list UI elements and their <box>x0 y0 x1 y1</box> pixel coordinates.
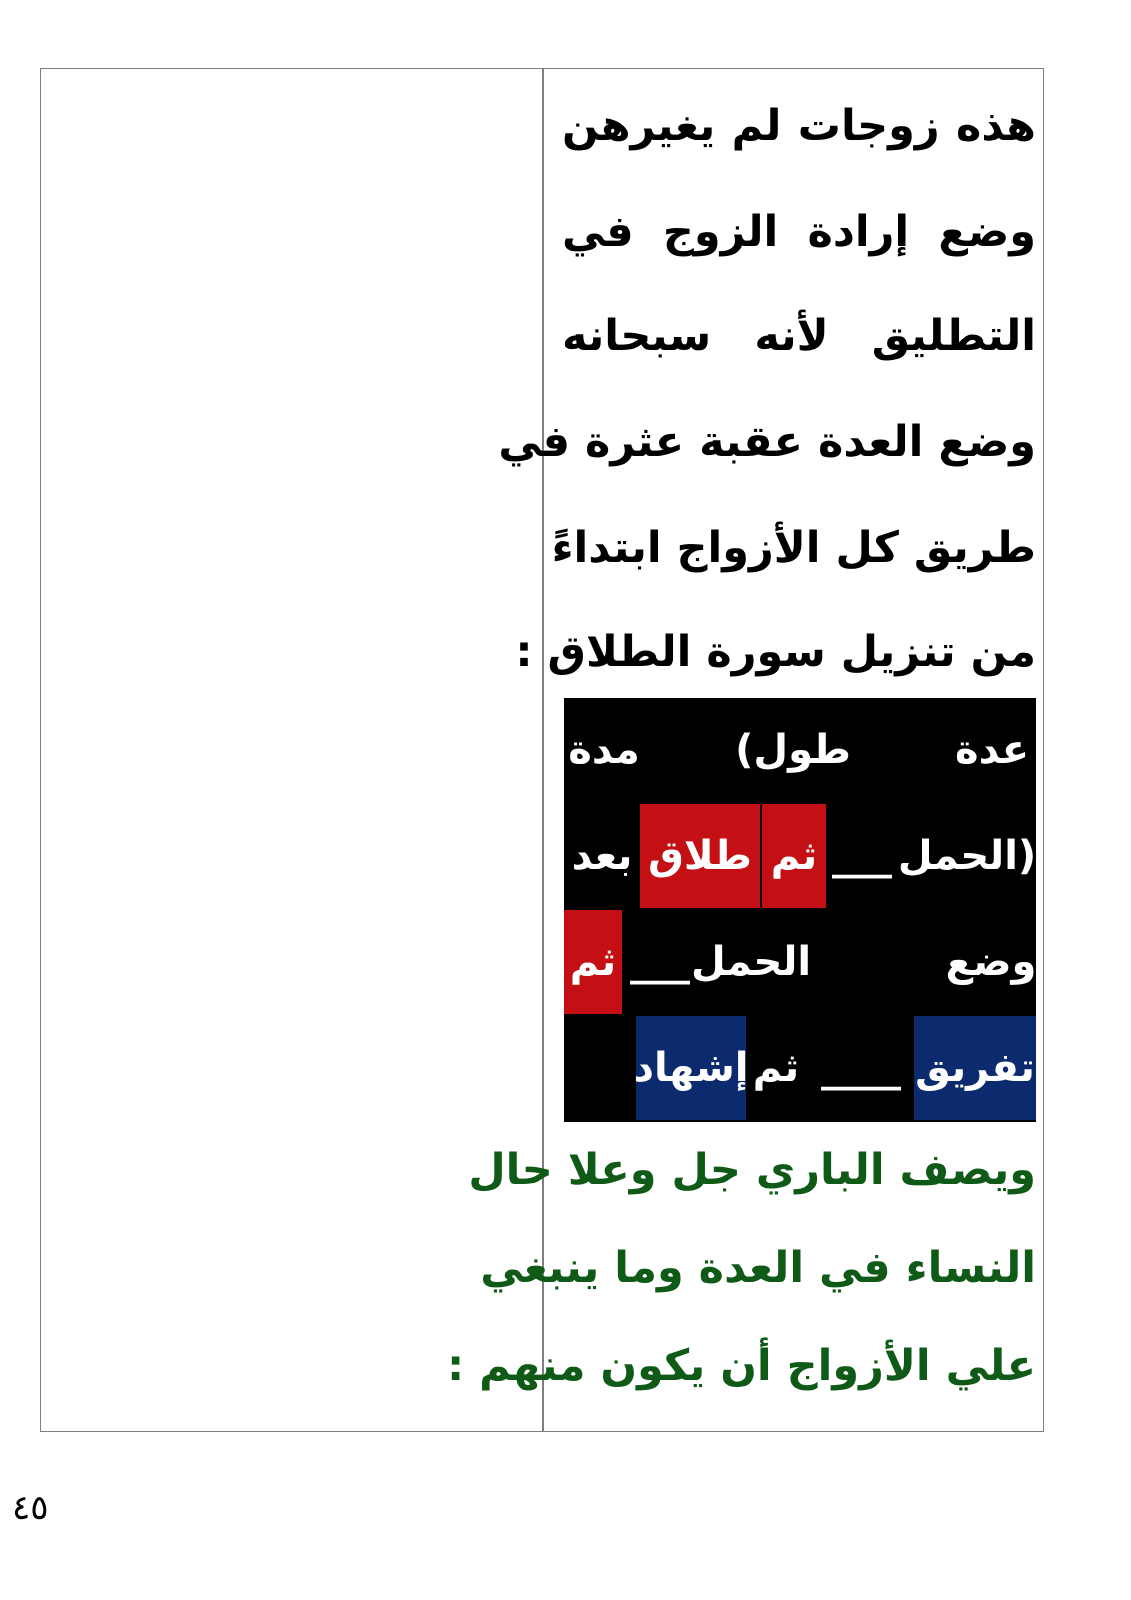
text-line-3 <box>562 296 1036 376</box>
word: لم <box>731 101 782 151</box>
line-text: وضع العدة عقبة عثرة في <box>498 417 1036 467</box>
box-word: الحمل <box>690 939 812 985</box>
word: يغيرهن <box>562 101 716 151</box>
navy-highlight: إشهاد <box>636 1016 746 1120</box>
line-text: من تنزيل سورة الطلاق : <box>515 627 1036 677</box>
box-word: ثم <box>752 1045 800 1091</box>
navy-highlight: تفريق <box>914 1016 1036 1120</box>
text-line-6 <box>515 612 1036 692</box>
text-line-5 <box>551 508 1036 588</box>
word: زوجات <box>797 101 940 151</box>
green-line-1 <box>468 1130 1036 1210</box>
dash-line: ___ <box>630 939 690 985</box>
red-highlight: ثم <box>762 804 826 908</box>
column-divider <box>542 68 544 1432</box>
word: سبحانه <box>562 311 712 361</box>
line-text: علي الأزواج أن يكون منهم : <box>447 1341 1036 1391</box>
highlight-box <box>564 698 1036 1122</box>
green-line-3 <box>447 1326 1036 1406</box>
text-line-1 <box>562 86 1036 166</box>
box-word: الحمل) <box>897 833 1037 879</box>
line-text: طريق كل الأزواج ابتداءً <box>551 523 1036 573</box>
red-highlight: طلاق <box>640 804 760 908</box>
dash-line: ___ <box>832 833 892 879</box>
line-text: ويصف الباري جل وعلا حال <box>468 1145 1036 1195</box>
box-word: (طول <box>735 727 851 773</box>
red-highlight: ثم <box>564 910 622 1014</box>
green-line-2 <box>480 1228 1036 1308</box>
box-word: عدة <box>954 727 1030 773</box>
box-word: مدة <box>568 727 640 773</box>
word: لأنه <box>754 311 829 361</box>
text-line-2 <box>562 192 1036 272</box>
page-number: ٤٥ <box>12 1488 49 1528</box>
word: هذه <box>955 101 1036 151</box>
word: في <box>562 207 634 257</box>
box-word: وضع <box>945 939 1037 985</box>
text-line-4 <box>498 402 1036 482</box>
box-word: بعد <box>571 833 633 879</box>
line-text: النساء في العدة وما ينبغي <box>480 1243 1036 1293</box>
word: وضع <box>938 207 1036 257</box>
dash-line: ____ <box>821 1045 901 1091</box>
word: الزوج <box>662 207 779 257</box>
word: إرادة <box>807 207 910 257</box>
word: التطليق <box>871 311 1036 361</box>
